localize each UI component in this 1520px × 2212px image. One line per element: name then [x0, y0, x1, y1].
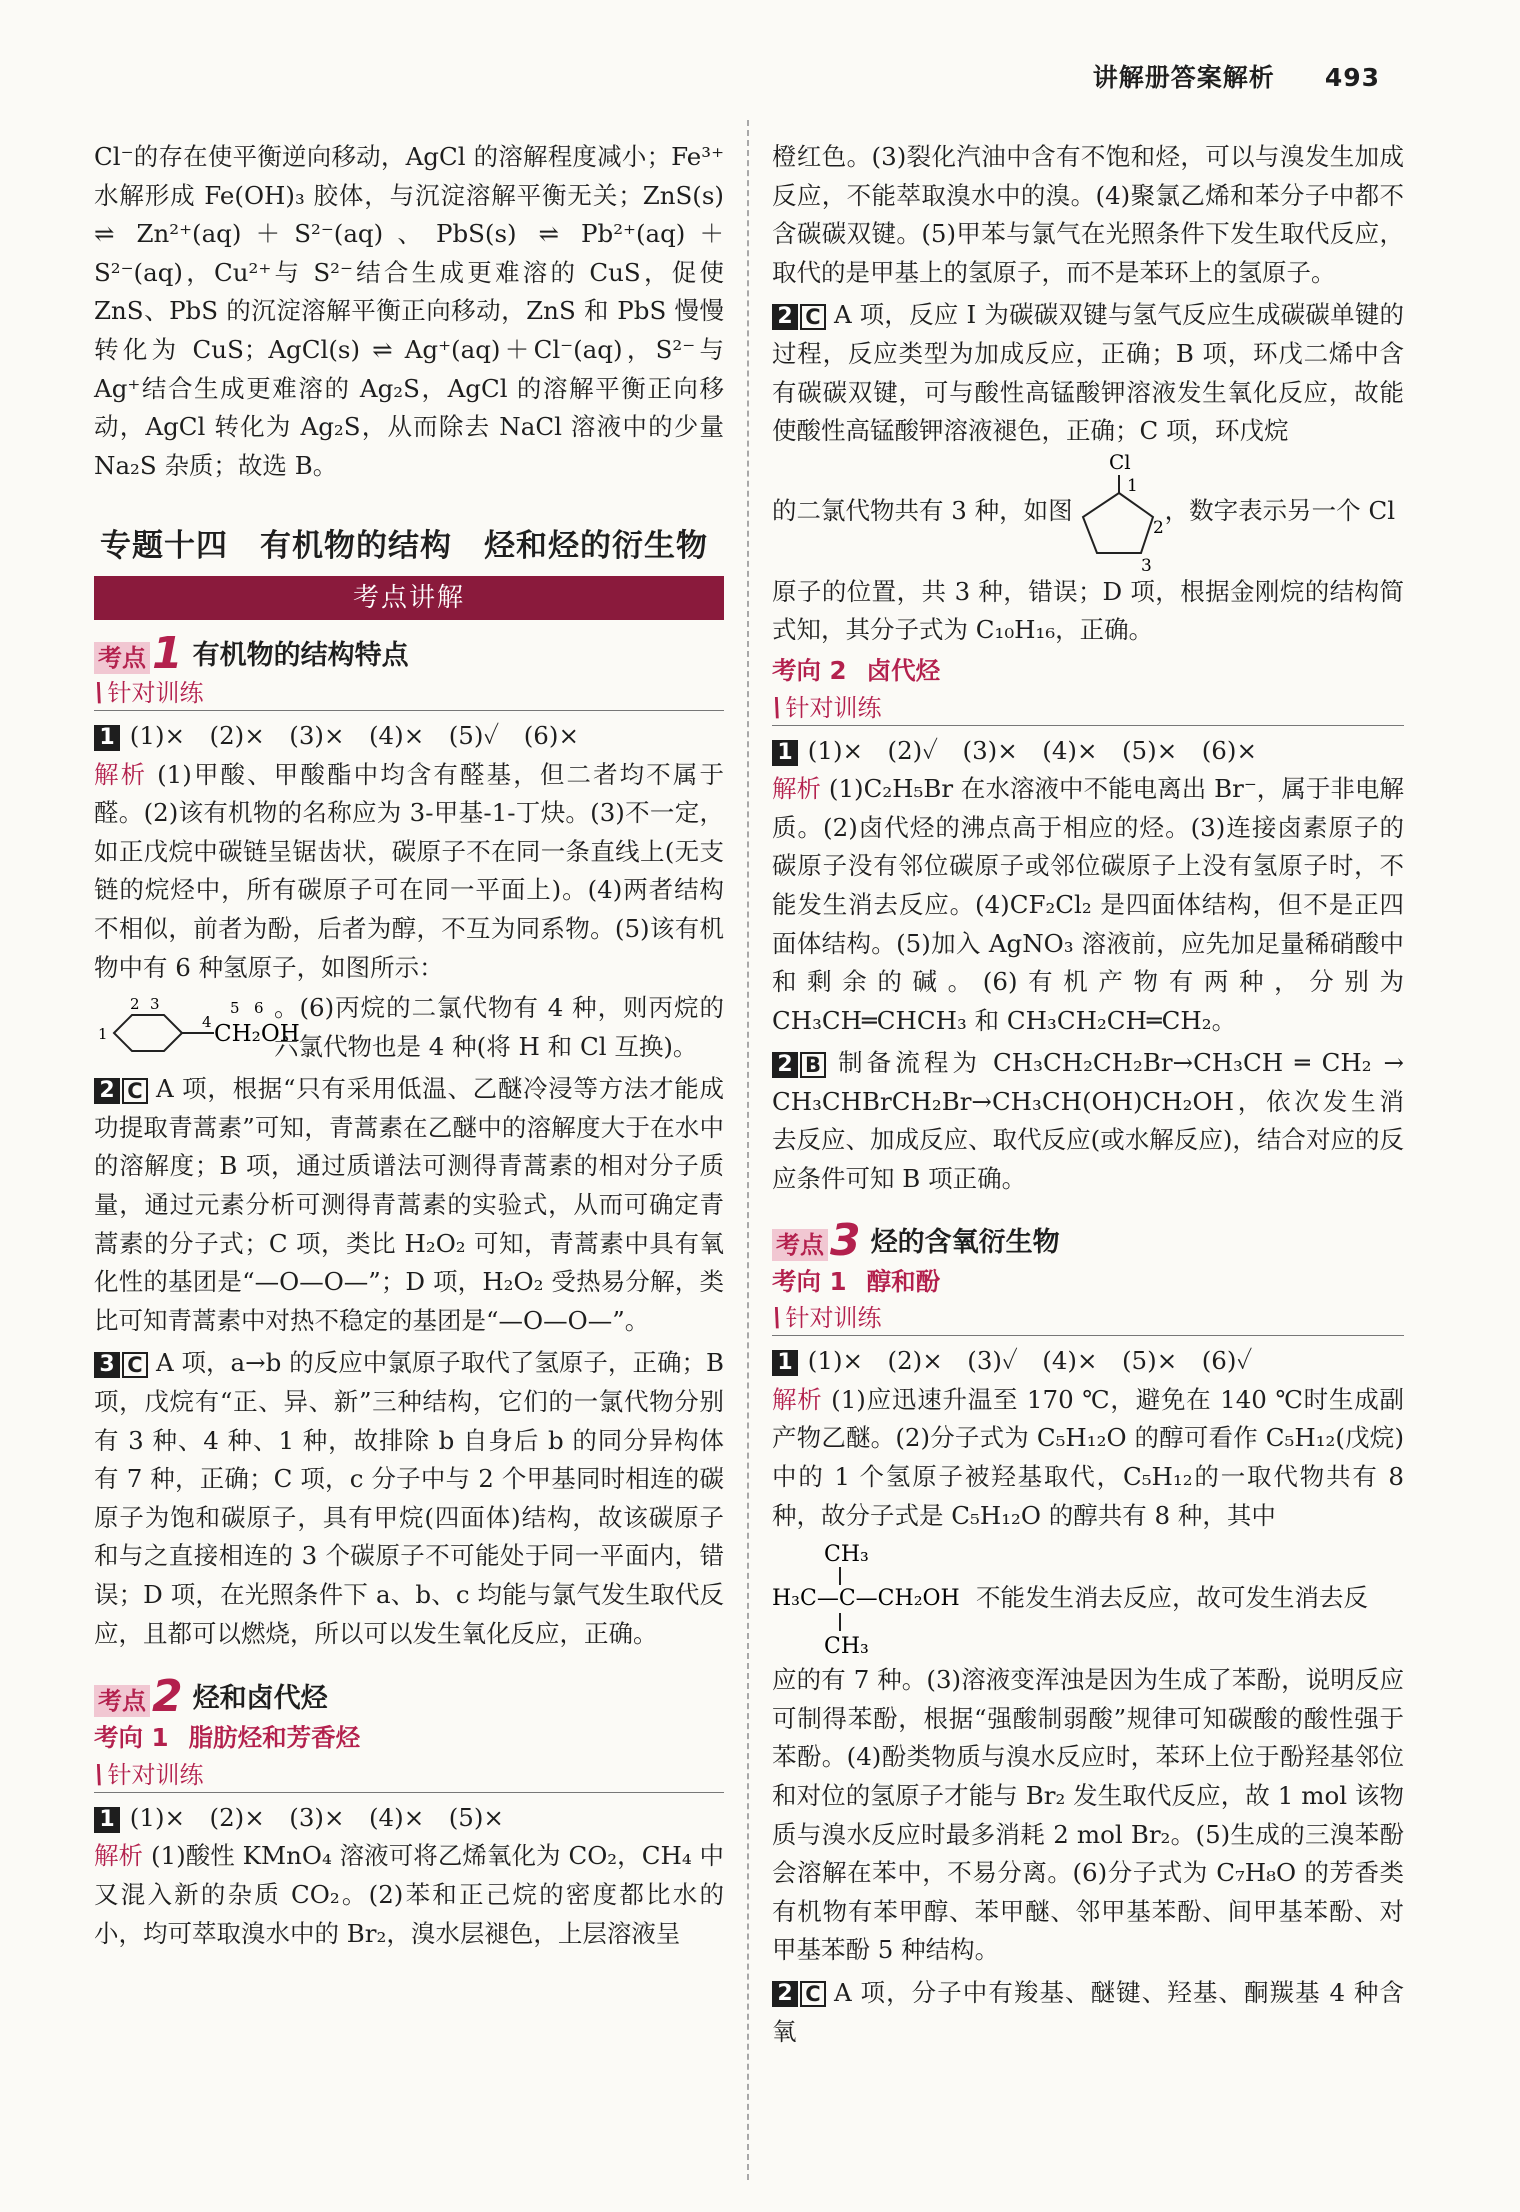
- training-label: \ 针对训练: [94, 1758, 724, 1793]
- question-8-answers: [772, 1342, 1404, 1381]
- cyclopentane-figure-row: 的二氯代物共有 3 种，如图 Cl 1 2 3 ，数字表示另一个 Cl: [772, 449, 1396, 576]
- jiexi-label: 解析: [772, 774, 822, 804]
- question-5: 2 C A 项，反应 Ⅰ 为碳碳双键与氢气反应生成碳碳单键的过程，反应类型为加成反应，正确；B 项，环戊二烯中含有碳碳双键，可与酸性高锰酸钾溶液发生氧化反应，故能使酸性高锰酸钾溶液褪色，正确；C 项，环戊烷: [772, 300, 1404, 446]
- question-4-answers: [94, 1799, 724, 1838]
- kaodian-1-heading: [94, 627, 724, 679]
- page-number: 493: [1324, 63, 1380, 92]
- answer-box: B: [800, 1052, 826, 1078]
- question-8-cont: 应的有 7 种。(3)溶液变浑浊是因为生成了苯酚，说明反应可制得苯酚，根据“强酸制弱酸”规律可知碳酸的酸性强于苯酚。(4)酚类物质与溴水反应时，苯环上位于酚羟基邻位和对位的氢原子才能与 Br₂ 发生取代反应，故 1 mol 该物质与溴水反应时最多消耗 2 mol Br₂。(5)生成的三溴苯酚会溶解在苯中，不易分离。(6)分子式为 C₇H₈O 的芳香类有机物有苯甲醇、苯甲醚、邻甲基苯酚、间甲基苯酚、对甲基苯酚 5 种结构。: [772, 1665, 1404, 1965]
- cyclopentane-chloro-figure: [1073, 449, 1165, 576]
- slash-icon: \: [89, 677, 108, 708]
- kaodian-3-heading: [772, 1214, 1404, 1266]
- question-5-cont: 原子的位置，共 3 种，错误；D 项，根据金刚烷的结构简式知，其分子式为 C₁₀H₁₆，正确。: [772, 576, 1404, 645]
- kaodian-title: 烃的含氧衍生物: [870, 1226, 1060, 1258]
- continued-paragraph: 橙红色。(3)裂化汽油中含有不饱和烃，可以与溴发生加成反应，不能萃取溴水中的溴。(4)聚氯乙烯和苯分子中都不含碳碳双键。(5)甲苯与氯气在光照条件下发生取代反应，取代的是甲基上的氢原子，而不是苯环上的氢原子。: [772, 142, 1404, 287]
- fig-label-6: 6: [254, 998, 264, 1017]
- answer-line: (1)× (2)✓ (3)× (4)× (5)× (6)×: [807, 735, 1257, 765]
- struct-bottom: CH₃: [824, 1634, 869, 1660]
- question-1-explanation-cont: 。(6)丙烷的二氯代物有 4 种，则丙烷的六氯代物也是 4 种(将 H 和 Cl 互换)。: [274, 993, 724, 1061]
- neopentanol-structure-figure: [772, 1539, 972, 1660]
- neopentanol-structure: CH₃ H₃C—C—CH₂OH CH₃ 不能发生消去反应，故可发生消去反: [772, 1539, 1404, 1657]
- question-number: 1: [94, 1807, 120, 1833]
- fig-cl: Cl: [1108, 449, 1131, 474]
- topic-title: 专题十四 有机物的结构 烃和烃的衍生物: [100, 528, 708, 565]
- kaoxiang-heading: 考向 1 脂肪烃和芳香烃: [94, 1723, 361, 1753]
- answer-line: (1)× (2)× (3)× (4)× (5)×: [129, 1802, 504, 1832]
- kaodian-title: 有机物的结构特点: [192, 639, 409, 671]
- question-7: 2 B 制备流程为 CH₃CH₂CH₂Br→CH₃CH ═ CH₂ → CH₃CHBrCH₂Br→CH₃CH(OH)CH₂OH，依次发生消去反应、加成反应、取代反应(或水解反应)，结合对应的反应条件可知 B 项正确。: [772, 1048, 1404, 1194]
- question-number: 3: [94, 1352, 120, 1378]
- fig-group: CH₂OH: [214, 1020, 300, 1047]
- fig-label-3: 3: [150, 994, 160, 1013]
- question-number: 1: [94, 725, 120, 751]
- jiexi-label: 解析: [94, 1841, 144, 1871]
- slash-icon: \: [767, 1303, 786, 1334]
- answer-box: C: [800, 304, 826, 330]
- jiexi-label: 解析: [94, 759, 148, 789]
- answer-line: (1)× (2)× (3)✓ (4)× (5)× (6)✓: [807, 1346, 1253, 1376]
- kaodian-tag: 考点: [94, 642, 150, 674]
- left-column: [89, 138, 725, 1953]
- kaodian-number: 2: [152, 1671, 183, 1723]
- section-band: 考点讲解: [94, 576, 724, 620]
- page-header: [1093, 58, 1380, 94]
- question-1-explanation: 解析 (1)甲酸、甲酸酯中均含有醛基，但二者均不属于醛。(2)该有机物的名称应为 3-甲基-1-丁炔。(3)不一定，如正戊烷中碳链呈锯齿状，碳原子不在同一条直线上(无支链的烷烃中，所有碳原子可在同一平面上)。(4)两者结构不相似，前者为酚，后者为醇，不互为同系物。(5)该有机物中有 6 种氢原子，如图所示：: [94, 759, 725, 982]
- right-column: [767, 138, 1405, 2051]
- training-label: \ 针对训练: [772, 1301, 1404, 1336]
- intro-paragraph: Cl⁻的存在使平衡逆向移动，AgCl 的溶解程度减小；Fe³⁺水解形成 Fe(OH)₃ 胶体，与沉淀溶解平衡无关；ZnS(s) ⇌ Zn²⁺(aq)＋S²⁻(aq)、PbS(s) ⇌ Pb²⁺(aq)＋S²⁻(aq)，Cu²⁺与 S²⁻结合生成更难溶的 CuS，促使 ZnS、PbS 的沉淀溶解平衡正向移动，ZnS 和 PbS 慢慢转化为 CuS；AgCl(s) ⇌ Ag⁺(aq)＋Cl⁻(aq)，S²⁻与 Ag⁺结合生成更难溶的 Ag₂S，AgCl 的溶解平衡正向移动，AgCl 转化为 Ag₂S，从而除去 NaCl 溶液中的少量 Na₂S 杂质；故选 B。: [94, 142, 724, 480]
- fig-label-2: 2: [1152, 517, 1164, 538]
- fig-label-1: 1: [98, 1024, 108, 1043]
- kaodian-2-heading: [94, 1671, 724, 1723]
- question-number: 2: [94, 1078, 120, 1104]
- question-2: 2 C A 项，根据“只有采用低温、乙醚冷浸等方法才能成功提取青蒿素”可知，青蒿素在乙醚中的溶解度大于在水中的溶解度；B 项，通过质谱法可测得青蒿素的相对分子质量，通过元素分析可测得青蒿素的实验式，从而可确定青蒿素的分子式；C 项，类比 H₂O₂ 可知，青蒿素中具有氧化性的基团是“—O—O—”；D 项，H₂O₂ 受热易分解，类比可知青蒿素中对热不稳定的基团是“—O—O—”。: [94, 1074, 724, 1335]
- question-4-explanation: 解析 (1)酸性 KMnO₄ 溶液可将乙烯氧化为 CO₂，CH₄ 中又混入新的杂质 CO₂。(2)苯和正己烷的密度都比水的小，均可萃取溴水中的 Br₂，溴水层褪色，上层溶液呈: [94, 1841, 724, 1948]
- section-title: 讲解册答案解析: [1092, 63, 1275, 92]
- kaodian-tag: 考点: [94, 1685, 150, 1717]
- question-number: 1: [772, 740, 798, 766]
- question-number: 2: [772, 1052, 798, 1078]
- cyclohexane-figure-row: [94, 989, 724, 1066]
- training-label: \ 针对训练: [772, 691, 1404, 726]
- question-6-explanation: 解析 (1)C₂H₅Br 在水溶液中不能电离出 Br⁻，属于非电解质。(2)卤代烃的沸点高于相应的烃。(3)连接卤素原子的碳原子没有邻位碳原子或邻位碳原子上没有氢原子时，不能发生消去反应。(4)CF₂Cl₂ 是四面体结构，但不是正四面体结构。(5)加入 AgNO₃ 溶液前，应先加足量稀硝酸中和剩余的碱。(6)有机产物有两种，分别为 CH₃CH═CHCH₃ 和 CH₃CH₂CH═CH₂。: [772, 774, 1404, 1035]
- fig-label-2: 2: [130, 994, 140, 1013]
- cyclohexane-ring-figure: [94, 994, 300, 1061]
- fig-label-4: 4: [202, 1012, 212, 1031]
- fig-label-1: 1: [1126, 475, 1138, 496]
- question-3: 3 C A 项，a→b 的反应中氯原子取代了氢原子，正确；B 项，戊烷有“正、异、新”三种结构，它们的一氯代物分别有 3 种、4 种、1 种，故排除 b 自身后 b 的同分异构体有 7 种，正确；C 项，c 分子中与 2 个甲基同时相连的碳原子为饱和碳原子，具有甲烷(四面体)结构，故该碳原子和与之直接相连的 3 个碳原子不可能处于同一平面内，错误；D 项，在光照条件下 a、b、c 均能与氯气发生取代反应，且都可以燃烧，所以可以发生氧化反应，正确。: [94, 1348, 724, 1648]
- kaoxiang-heading: 考向 1 醇和酚: [772, 1266, 941, 1296]
- question-1-answers: [94, 717, 724, 756]
- question-8-explanation: 解析 (1)应迅速升温至 170 ℃，避免在 140 ℃时生成副产物乙醚。(2)分子式为 C₅H₁₂O 的醇可看作 C₅H₁₂(戊烷)中的 1 个氢原子被羟基取代，C₅H₁₂的一取代物共有 8 种，故分子式是 C₅H₁₂O 的醇共有 8 种，其中: [772, 1384, 1405, 1530]
- answer-box: C: [800, 1981, 826, 2007]
- column-divider: [747, 120, 749, 2180]
- jiexi-label: 解析: [772, 1384, 823, 1414]
- question-number: 2: [772, 304, 798, 330]
- fig-label-5: 5: [230, 998, 240, 1017]
- question-number: 1: [772, 1350, 798, 1376]
- slash-icon: \: [89, 1759, 108, 1790]
- kaoxiang-heading: 考向 2 卤代烃: [772, 655, 941, 685]
- struct-mid: H₃C—C—CH₂OH: [772, 1586, 960, 1612]
- struct-top: CH₃: [824, 1542, 869, 1568]
- training-label: \ 针对训练: [94, 676, 724, 711]
- question-6-answers: [772, 732, 1404, 771]
- answer-line: (1)× (2)× (3)× (4)× (5)✓ (6)×: [129, 720, 579, 750]
- question-9: 2 C A 项，分子中有羧基、醚键、羟基、酮羰基 4 种含氧: [772, 1977, 1404, 2046]
- answer-box: C: [122, 1078, 148, 1104]
- fig-label-3: 3: [1140, 555, 1152, 576]
- kaodian-number: 3: [830, 1214, 861, 1266]
- kaodian-tag: 考点: [772, 1229, 828, 1261]
- slash-icon: \: [767, 692, 786, 723]
- kaodian-title: 烃和卤代烃: [192, 1683, 328, 1715]
- answer-box: C: [122, 1352, 148, 1378]
- question-number: 2: [772, 1981, 798, 2007]
- kaodian-number: 1: [152, 627, 183, 679]
